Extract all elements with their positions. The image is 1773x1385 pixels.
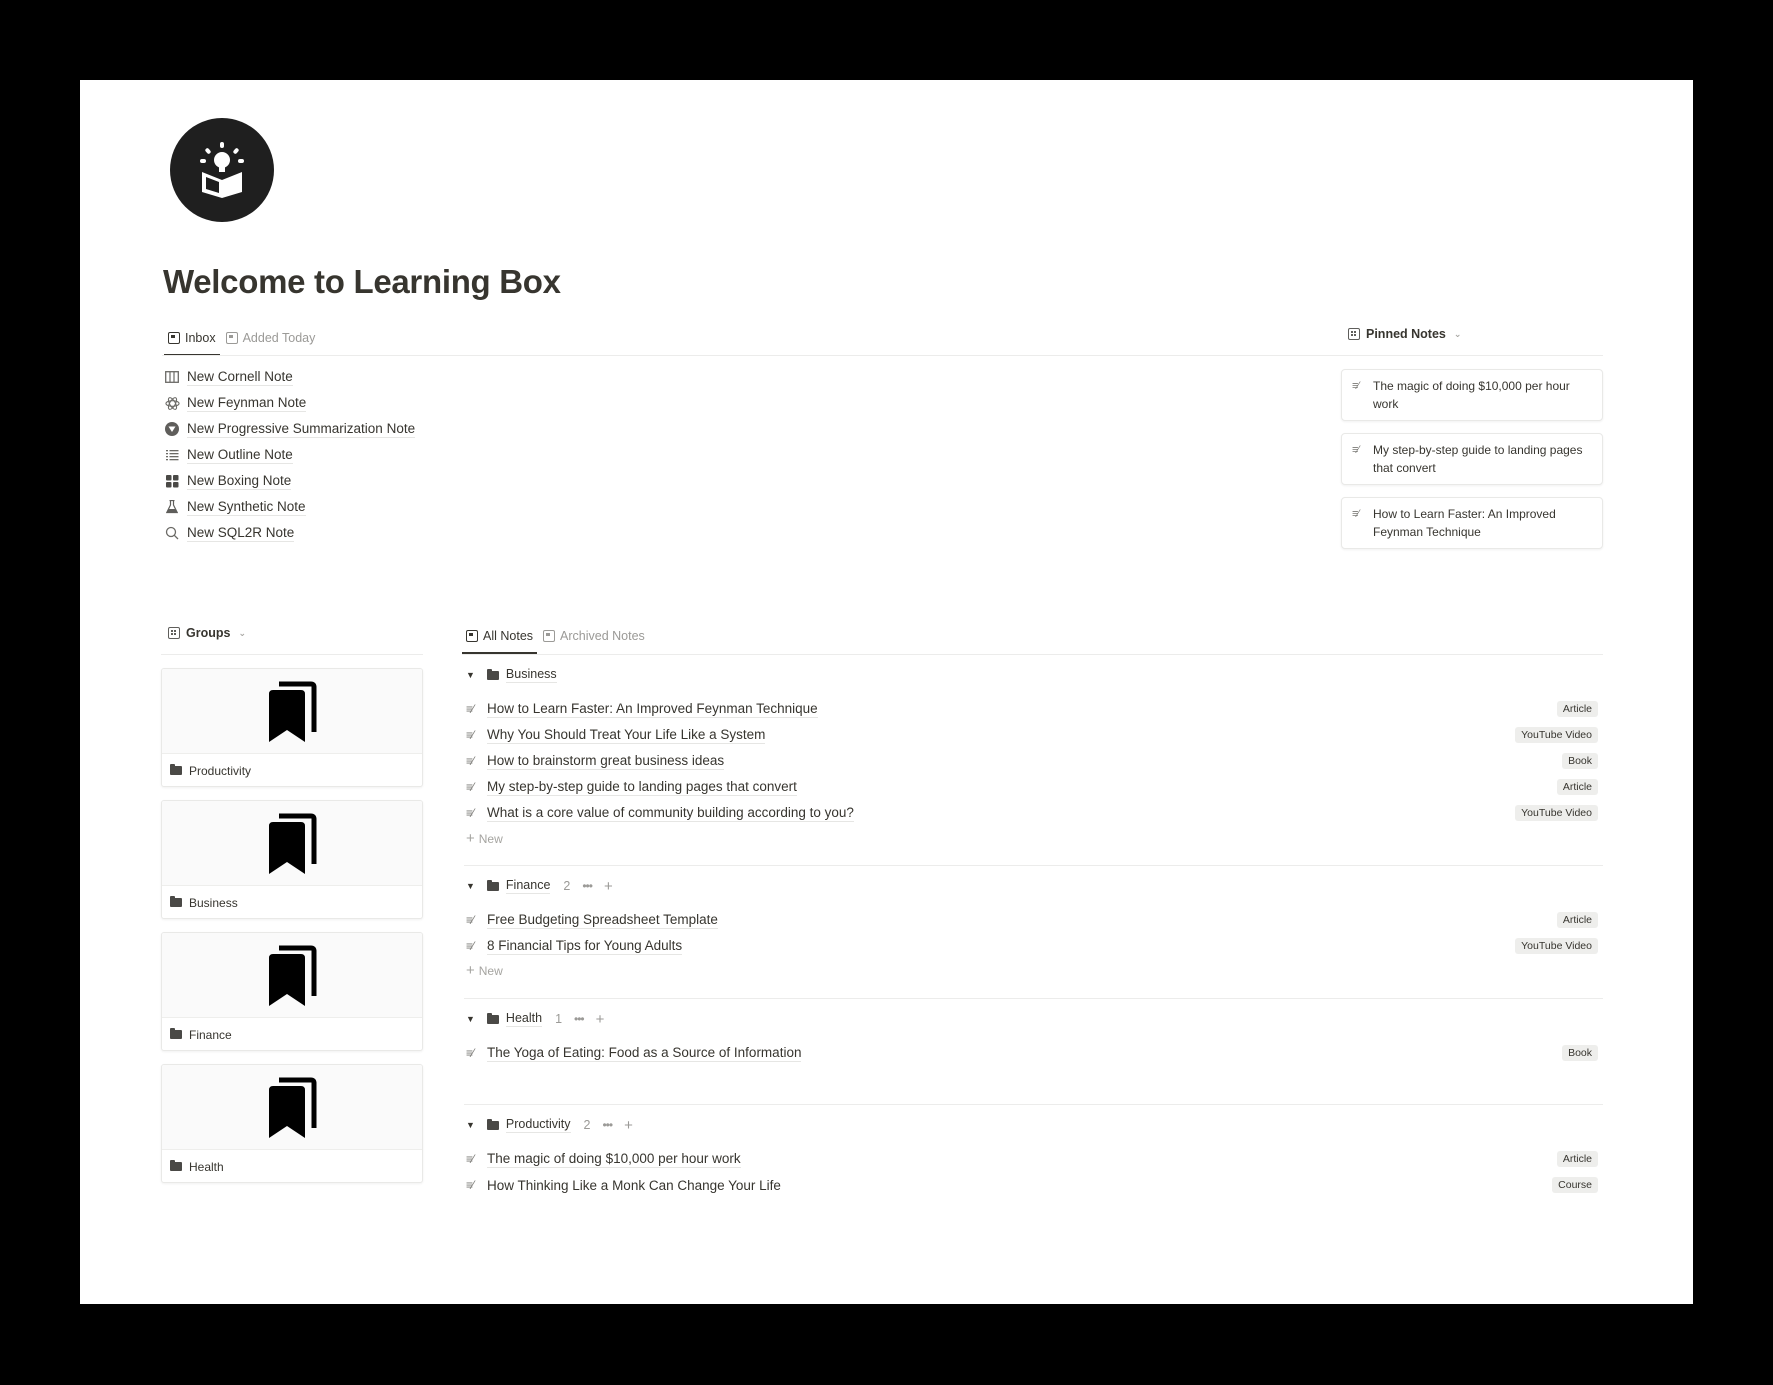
plus-icon: + (466, 962, 475, 979)
folder-icon (487, 671, 499, 680)
group-name[interactable]: Health (505, 1011, 543, 1025)
tab-inbox[interactable] (164, 328, 220, 356)
more-icon[interactable]: ••• (574, 1012, 584, 1026)
folder-icon (487, 1015, 499, 1024)
pinned-notes-view-selector[interactable] (1348, 327, 1461, 341)
divider (1341, 355, 1603, 356)
notes-tabs (462, 626, 649, 654)
more-icon[interactable]: ••• (602, 1118, 613, 1132)
group-count: 2 (563, 879, 571, 893)
bookmarks-icon (267, 812, 317, 874)
group-cover (162, 933, 422, 1018)
note-row[interactable] (466, 1040, 1602, 1066)
type-tag: Article (1557, 1151, 1598, 1167)
note-row[interactable] (466, 748, 1602, 774)
pinned-note-title: The magic of doing $10,000 per hour work (1373, 379, 1570, 411)
flask-icon (164, 499, 180, 515)
page-icon (168, 332, 180, 344)
group-header-business (466, 665, 557, 685)
type-tag: YouTube Video (1515, 805, 1598, 821)
note-title: My step-by-step guide to landing pages that convert (487, 779, 797, 794)
note-icon: ≡⁄ (466, 806, 474, 820)
bookmarks-icon (267, 680, 317, 742)
gallery-icon (1348, 328, 1360, 340)
group-name[interactable]: Business (505, 667, 557, 681)
group-count: 1 (555, 1012, 563, 1026)
collapse-toggle-icon[interactable]: ▼ (466, 1014, 475, 1024)
chevron-down-icon: ⌄ (238, 627, 246, 638)
notion-page (80, 80, 1693, 1304)
collapse-toggle-icon[interactable]: ▼ (466, 881, 475, 891)
item-label: New Feynman Note (187, 395, 307, 410)
tab-label: Archived Notes (560, 628, 645, 643)
groups-view-selector[interactable] (168, 626, 246, 640)
pinned-note-card[interactable] (1341, 497, 1603, 549)
group-label: Business (189, 895, 238, 910)
type-tag: YouTube Video (1515, 938, 1598, 954)
plus-icon: + (466, 830, 475, 847)
note-title: How to Learn Faster: An Improved Feynman Technique (487, 701, 818, 716)
divider (161, 654, 423, 655)
group-cover (162, 669, 422, 754)
inbox-list (164, 364, 415, 546)
folder-icon (487, 1121, 499, 1130)
type-tag: YouTube Video (1515, 727, 1598, 743)
type-tag: Article (1557, 912, 1598, 928)
tab-archived-notes[interactable] (539, 626, 649, 654)
pinned-note-title: How to Learn Faster: An Improved Feynman Technique (1373, 507, 1556, 539)
list-icon (164, 447, 180, 463)
group-header-productivity (466, 1115, 633, 1135)
note-title: How Thinking Like a Monk Can Change Your Life (487, 1177, 781, 1193)
item-label: New Progressive Summarization Note (187, 421, 416, 436)
grid-icon (164, 473, 180, 489)
page-icon (543, 630, 555, 642)
type-tag: Article (1557, 779, 1598, 795)
atom-icon (164, 395, 180, 411)
tab-label: Added Today (242, 330, 316, 345)
chevron-down-icon: ⌄ (1453, 328, 1462, 339)
item-label: New Synthetic Note (187, 499, 306, 514)
group-header-finance (466, 876, 613, 896)
item-label: New Boxing Note (187, 473, 292, 488)
lightbulb-box-icon (194, 140, 250, 200)
new-cornell-note-button[interactable] (164, 364, 415, 390)
item-label: New Outline Note (187, 447, 293, 462)
page-icon[interactable] (170, 118, 274, 222)
new-synthetic-note-button[interactable] (164, 494, 415, 520)
plus-icon[interactable]: + (603, 877, 613, 895)
pinned-note-title: My step-by-step guide to landing pages that convert (1373, 443, 1583, 475)
new-label: New (478, 963, 503, 978)
type-tag: Article (1557, 701, 1598, 717)
bookmarks-icon (267, 944, 317, 1006)
new-note-button[interactable] (466, 830, 503, 847)
folder-icon (487, 882, 499, 891)
group-count: 2 (583, 1118, 591, 1132)
note-icon: ≡⁄ (466, 780, 474, 794)
page-icon (466, 630, 478, 642)
note-row[interactable] (466, 1172, 1602, 1198)
tab-label: Inbox (185, 330, 216, 345)
note-icon: ≡⁄ (466, 754, 474, 768)
note-row[interactable] (466, 933, 1602, 959)
note-icon: ≡⁄ (466, 1178, 474, 1192)
note-row[interactable] (466, 696, 1602, 722)
inbox-tabs (164, 328, 319, 356)
new-boxing-note-button[interactable] (164, 468, 415, 494)
folder-icon (170, 1030, 182, 1039)
divider (464, 998, 1603, 999)
note-row[interactable] (466, 722, 1602, 748)
note-icon: ≡⁄ (466, 939, 474, 953)
group-label: Finance (189, 1027, 232, 1042)
plus-icon[interactable]: + (624, 1116, 633, 1134)
group-cover (162, 1065, 422, 1150)
divider (464, 1104, 1603, 1105)
pinned-notes-title: Pinned Notes (1366, 327, 1446, 341)
note-title: What is a core value of community building according to you? (487, 805, 854, 820)
new-label: New (478, 831, 503, 846)
note-icon: ≡⁄ (466, 1046, 474, 1060)
note-row[interactable] (466, 800, 1602, 826)
collapse-toggle-icon[interactable]: ▼ (466, 670, 475, 680)
note-title: Free Budgeting Spreadsheet Template (487, 912, 718, 927)
group-card-business[interactable] (161, 800, 423, 919)
group-label: Productivity (189, 763, 252, 778)
item-label: New Cornell Note (187, 369, 293, 384)
page-title: Welcome to Learning Box (163, 263, 561, 300)
note-row[interactable] (466, 907, 1602, 933)
new-outline-note-button[interactable] (164, 442, 415, 468)
folder-icon (170, 1162, 182, 1171)
group-card-health[interactable] (161, 1064, 423, 1183)
type-tag: Course (1552, 1177, 1598, 1193)
pinned-note-card[interactable] (1341, 369, 1603, 421)
funnel-icon (164, 421, 180, 437)
note-title: The Yoga of Eating: Food as a Source of Information (487, 1045, 802, 1060)
new-note-button[interactable] (466, 962, 503, 979)
pinned-note-card[interactable] (1341, 433, 1603, 485)
note-icon: ≡⁄ (466, 702, 474, 716)
group-card-productivity[interactable] (161, 668, 423, 787)
more-icon[interactable]: ••• (582, 879, 592, 893)
group-name[interactable]: Finance (505, 878, 551, 892)
item-label: New SQL2R Note (187, 525, 295, 540)
note-title: The magic of doing $10,000 per hour work (487, 1151, 741, 1166)
divider (162, 355, 1382, 356)
collapse-toggle-icon[interactable]: ▼ (466, 1120, 475, 1130)
new-feynman-note-button[interactable] (164, 390, 415, 416)
note-icon: ≡⁄ (466, 728, 474, 742)
group-card-finance[interactable] (161, 932, 423, 1051)
note-title: Why You Should Treat Your Life Like a System (487, 727, 766, 742)
note-icon: ≡⁄ (1352, 380, 1359, 392)
note-title: 8 Financial Tips for Young Adults (487, 938, 683, 953)
note-icon: ≡⁄ (1352, 508, 1359, 520)
group-header-health (466, 1009, 604, 1029)
new-progressive-summarization-note-button[interactable] (164, 416, 415, 442)
plus-icon[interactable]: + (595, 1010, 605, 1028)
columns-icon (164, 369, 180, 385)
bookmarks-icon (267, 1076, 317, 1138)
tab-added-today[interactable] (222, 328, 320, 356)
tab-label: All Notes (483, 628, 534, 643)
groups-title: Groups (186, 626, 231, 640)
new-sql2r-note-button[interactable] (164, 520, 415, 546)
note-icon: ≡⁄ (466, 913, 474, 927)
divider (464, 865, 1603, 866)
type-tag: Book (1562, 753, 1598, 769)
tab-all-notes[interactable] (462, 626, 537, 654)
group-name[interactable]: Productivity (505, 1117, 571, 1131)
type-tag: Book (1562, 1045, 1598, 1061)
page-icon (226, 332, 238, 344)
folder-icon (170, 766, 182, 775)
folder-icon (170, 898, 182, 907)
divider (462, 654, 1603, 655)
note-row[interactable] (466, 1146, 1602, 1172)
note-title: How to brainstorm great business ideas (487, 753, 725, 768)
gallery-icon (168, 627, 180, 639)
note-row[interactable] (466, 774, 1602, 800)
search-icon (164, 525, 180, 541)
group-label: Health (189, 1159, 224, 1174)
note-icon: ≡⁄ (466, 1152, 474, 1166)
group-cover (162, 801, 422, 886)
note-icon: ≡⁄ (1352, 444, 1359, 456)
